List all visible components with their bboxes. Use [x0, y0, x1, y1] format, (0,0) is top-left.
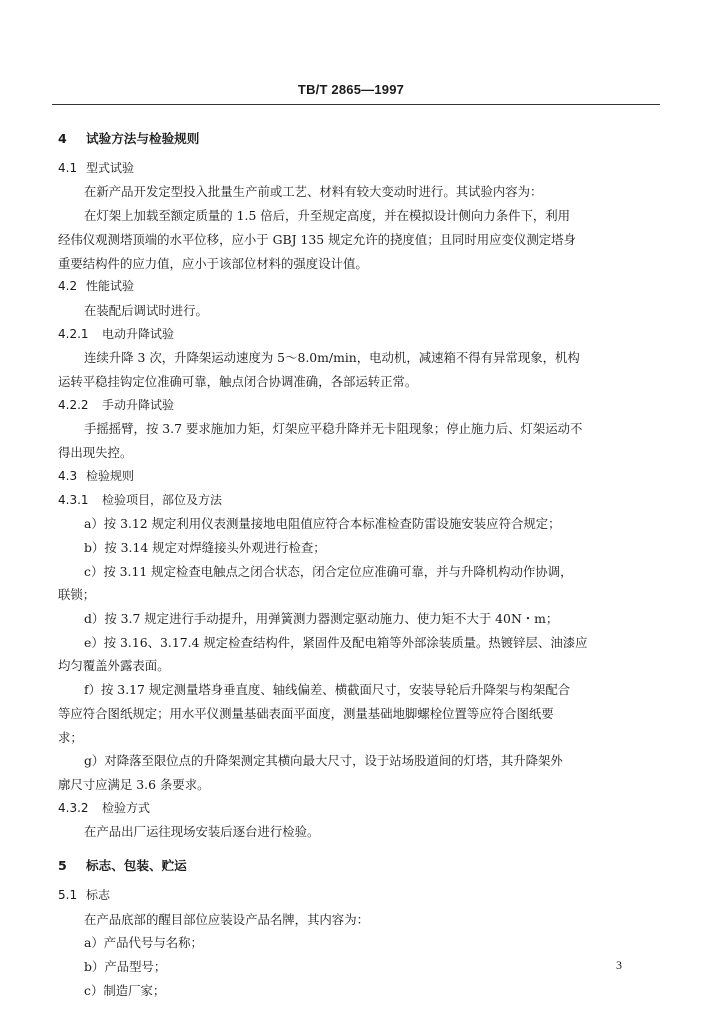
section-4-3-heading: [58, 465, 638, 489]
section-title: 性能试验: [86, 279, 135, 294]
section-number: 4.1: [58, 160, 78, 175]
section-4-2-2-heading: [58, 394, 638, 418]
page-number: 3: [616, 958, 622, 972]
section-title: 手动升降试验: [102, 397, 175, 412]
section-title: 检验项目，部位及方法: [102, 492, 223, 507]
section-5-1-heading: [58, 884, 638, 908]
paragraph-line: 手摇摇臂，按 3.7 要求施加力矩，灯架应平稳升降并无卡阻现象；停止施力后、灯架运动不: [84, 421, 583, 437]
section-title: 检验规则: [86, 468, 135, 483]
paragraph-line: 连续升降 3 次，升降架运动速度为 5～8.0m/min，电动机，减速箱不得有异常现象，机构: [84, 350, 580, 366]
list-item-a: a）产品代号与名称；: [84, 935, 203, 951]
list-item-b: b）按 3.14 规定对焊缝接头外观进行检查；: [84, 539, 326, 555]
section-4-2-heading: [58, 275, 638, 299]
paragraph-line: 在灯架上加载至额定质量的 1.5 倍后，升至规定高度，并在模拟设计侧向力条件下，利用: [84, 208, 571, 224]
list-item-f: f）按 3.17 规定测量塔身垂直度、轴线偏差、横截面尺寸，安装导轮后升降架与构架配合: [84, 682, 571, 698]
section-title: 检验方式: [102, 800, 151, 815]
paragraph: 在装配后调试时进行。: [84, 302, 208, 318]
section-number: 4.3.2: [58, 800, 89, 815]
list-item-b: b）产品型号；: [84, 958, 167, 974]
list-item-f-cont: 求；: [58, 729, 83, 745]
document-body: [58, 127, 638, 1002]
list-item-a: a）按 3.12 规定利用仪表测量接地电阻值应符合本标准检查防雷设施安装应符合规定；: [84, 516, 561, 532]
list-item-c-cont: 联锁；: [58, 587, 96, 603]
section-title: 标志、包装、贮运: [86, 858, 187, 874]
list-item-g: g）对降落至限位点的升降架测定其横向最大尺寸，设于站场股道间的灯塔，其升降架外: [84, 753, 563, 769]
section-title: 型式试验: [86, 160, 135, 175]
section-4-3-2-heading: [58, 797, 638, 821]
section-4-heading: [58, 127, 638, 151]
section-number: 4.2.2: [58, 397, 89, 412]
section-4-1-heading: [58, 157, 638, 181]
section-number: 4: [58, 131, 67, 146]
paragraph-line: 经伟仪观测塔顶端的水平位移，应小于 GBJ 135 规定允许的挠度值；且同时用应变仪测定塔身: [58, 231, 576, 247]
section-4-3-1-heading: [58, 489, 638, 513]
list-item-c: c）按 3.11 规定检查电触点之闭合状态，闭合定位应准确可靠，并与升降机构动作协调，: [84, 563, 573, 579]
list-item-c: c）制造厂家；: [84, 982, 166, 998]
paragraph-line: 得出现失控。: [58, 445, 133, 461]
section-number: 4.2: [58, 279, 78, 294]
section-number: 5.1: [58, 887, 78, 902]
paragraph: 在产品出厂运往现场安装后逐台进行检验。: [84, 824, 320, 840]
list-item-g-cont: 廓尺寸应满足 3.6 条要求。: [58, 776, 210, 792]
list-item-e: e）按 3.16、3.17.4 规定检查结构件，紧固件及配电箱等外部涂装质量。热镀锌层、油漆应: [84, 634, 588, 650]
paragraph-line: 运转平稳挂钩定位准确可靠，触点闭合协调准确，各部运转正常。: [58, 374, 418, 390]
section-title: 标志: [86, 887, 111, 902]
section-number: 4.3.1: [58, 492, 89, 507]
paragraph-line: 重要结构件的应力值，应小于该部位材料的强度设计值。: [58, 255, 368, 271]
section-title: 试验方法与检验规则: [86, 131, 200, 146]
paragraph: 在新产品开发定型投入批量生产前或工艺、材料有较大变动时进行。其试验内容为：: [84, 184, 543, 200]
section-number: 4.2.1: [58, 326, 89, 341]
paragraph: 在产品底部的醒目部位应装设产品名牌，其内容为：: [84, 911, 369, 927]
section-4-2-1-heading: [58, 323, 638, 347]
list-item-f-cont: 等应符合图纸规定；用水平仪测量基础表面平面度，测量基础地脚螺栓位置等应符合图纸要: [58, 705, 554, 721]
list-item-d: d）按 3.7 规定进行手动提升，用弹簧测力器测定驱动施力、使力矩不大于 40N・m；: [84, 611, 559, 627]
section-5-heading: [58, 854, 638, 878]
header-rule: [52, 104, 660, 105]
section-number: 4.3: [58, 468, 78, 483]
section-number: 5: [58, 858, 67, 874]
section-title: 电动升降试验: [102, 326, 175, 341]
standard-code-header: TB/T 2865—1997: [297, 82, 405, 97]
list-item-e-cont: 均匀覆盖外露表面。: [58, 658, 170, 674]
